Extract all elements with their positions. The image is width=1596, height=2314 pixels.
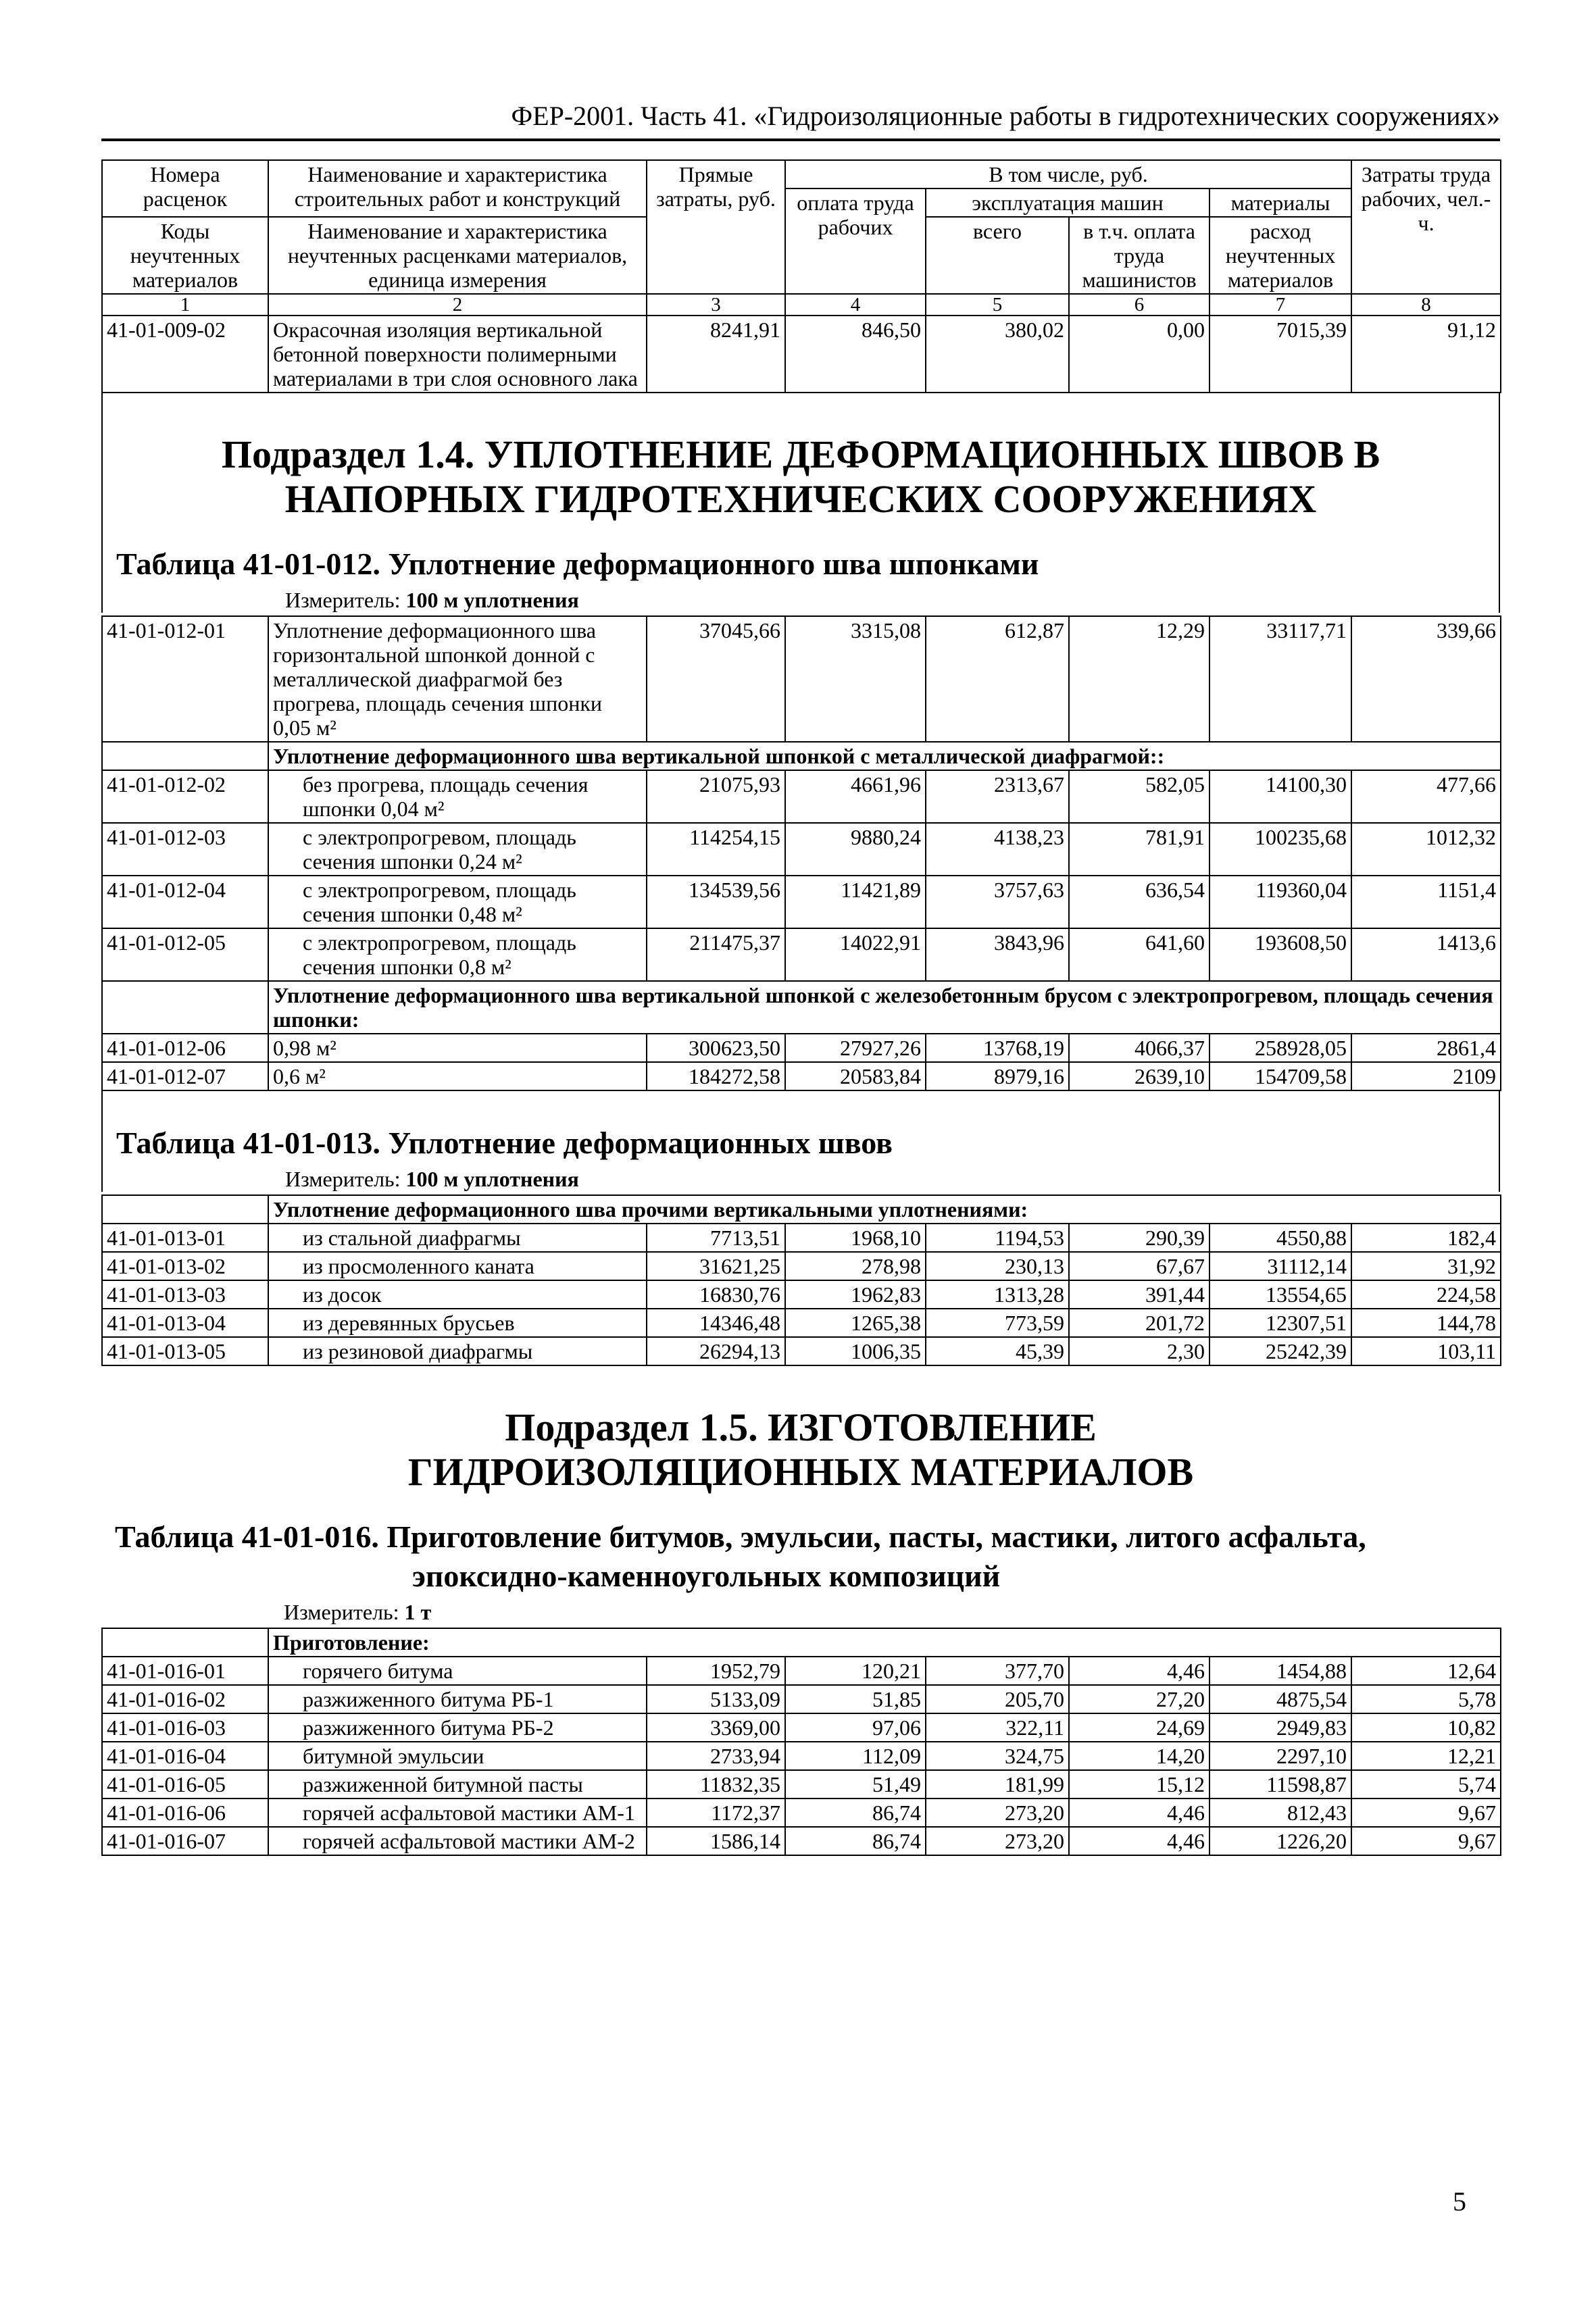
group-row [102,981,1501,1034]
operators-pay: 2,30 [1069,1337,1210,1365]
table-row [102,1252,1501,1280]
labor-hours: 2861,4 [1351,1034,1501,1062]
section-frame-3 [101,1405,1500,1625]
section-frame-1 [101,393,1500,613]
measure [285,1167,1499,1192]
rate-code: 41-01-012-06 [102,1034,268,1062]
header-direct-costs: Прямые затраты, руб. [647,160,785,294]
table-row [102,1309,1501,1337]
direct-costs: 300623,50 [647,1034,785,1062]
rate-code: 41-01-009-02 [102,316,268,393]
group-spacer [102,1628,268,1657]
materials: 154709,58 [1210,1062,1351,1090]
group-row [102,742,1501,770]
labor-hours: 477,66 [1351,770,1501,823]
direct-costs: 21075,93 [647,770,785,823]
materials: 12307,51 [1210,1309,1351,1337]
column-number: 4 [785,294,926,316]
direct-costs: 8241,91 [647,316,785,393]
direct-costs: 1172,37 [647,1799,785,1827]
table-row [102,1713,1501,1742]
operators-pay: 781,91 [1069,823,1210,876]
measure-value: 100 м уплотнения [405,588,579,612]
table-row [102,1799,1501,1827]
rate-code: 41-01-013-05 [102,1337,268,1365]
group-row [102,1195,1501,1224]
operators-pay: 201,72 [1069,1309,1210,1337]
operators-pay: 4,46 [1069,1799,1210,1827]
direct-costs: 5133,09 [647,1685,785,1713]
rate-code: 41-01-013-02 [102,1252,268,1280]
header-machines-total: всего [926,217,1069,294]
rate-name: из просмоленного каната [268,1252,647,1280]
machines-total: 1313,28 [926,1280,1069,1309]
rate-name: из резиновой диафрагмы [268,1337,647,1365]
column-number: 8 [1351,294,1501,316]
direct-costs: 14346,48 [647,1309,785,1337]
machines-total: 380,02 [926,316,1069,393]
labor-pay: 1962,83 [785,1280,926,1309]
header-material-names: Наименование и характеристика неучтенных расценками материалов, единица измерения [268,217,647,294]
operators-pay: 391,44 [1069,1280,1210,1309]
column-number: 5 [926,294,1069,316]
labor-pay: 11421,89 [785,876,926,928]
column-number: 2 [268,294,647,316]
operators-pay: 14,20 [1069,1742,1210,1770]
rate-name: 0,6 м² [268,1062,647,1090]
operators-pay: 0,00 [1069,316,1210,393]
group-spacer [102,1195,268,1224]
labor-pay: 1006,35 [785,1337,926,1365]
machines-total: 377,70 [926,1657,1069,1685]
labor-hours: 5,78 [1351,1685,1501,1713]
rate-name: горячего битума [268,1657,647,1685]
rate-name: Уплотнение деформационного шва горизонтальной шпонкой донной с металлической диафрагмой без прогрева, площадь сечения шпонки 0,05 м² [268,616,647,742]
table-row [102,876,1501,928]
operators-pay: 4,46 [1069,1827,1210,1855]
rate-code: 41-01-013-01 [102,1224,268,1252]
rate-code: 41-01-012-07 [102,1062,268,1090]
rate-code: 41-01-012-03 [102,823,268,876]
labor-pay: 97,06 [785,1713,926,1742]
labor-hours: 9,67 [1351,1827,1501,1855]
rate-code: 41-01-016-05 [102,1770,268,1799]
materials: 33117,71 [1210,616,1351,742]
operators-pay: 15,12 [1069,1770,1210,1799]
table-row [102,316,1501,393]
labor-pay: 112,09 [785,1742,926,1770]
machines-total: 273,20 [926,1827,1069,1855]
section-title: Подраздел 1.4. УПЛОТНЕНИЕ ДЕФОРМАЦИОННЫХ ШВОВ В НАПОРНЫХ ГИДРОТЕХНИЧЕСКИХ СООРУЖЕНИЯХ [221,432,1380,521]
header-work-name: Наименование и характеристика строительных работ и конструкций [268,160,647,217]
rate-name: горячей асфальтовой мастики АМ-2 [268,1827,647,1855]
machines-total: 273,20 [926,1799,1069,1827]
labor-hours: 9,67 [1351,1799,1501,1827]
materials: 193608,50 [1210,928,1351,981]
document-body [101,159,1500,1856]
section-frame-2 [101,1091,1500,1192]
header-labor-pay: оплата труда рабочих [785,188,926,294]
rate-code: 41-01-016-06 [102,1799,268,1827]
group-title: Уплотнение деформационного шва прочими вертикальными уплотнениями: [268,1195,1501,1224]
group-spacer [102,742,268,770]
labor-hours: 10,82 [1351,1713,1501,1742]
direct-costs: 31621,25 [647,1252,785,1280]
measure [284,1600,1500,1625]
table-row [102,1062,1501,1090]
labor-pay: 9880,24 [785,823,926,876]
table-row [102,1224,1501,1252]
machines-total: 2313,67 [926,770,1069,823]
materials: 812,43 [1210,1799,1351,1827]
labor-hours: 182,4 [1351,1224,1501,1252]
labor-pay: 120,21 [785,1657,926,1685]
labor-pay: 3315,08 [785,616,926,742]
rate-code: 41-01-016-04 [102,1742,268,1770]
labor-pay: 86,74 [785,1827,926,1855]
labor-hours: 12,21 [1351,1742,1501,1770]
table-row [102,1034,1501,1062]
direct-costs: 114254,15 [647,823,785,876]
group-title: Приготовление: [268,1628,1501,1657]
labor-hours: 1151,4 [1351,876,1501,928]
table-41-01-016 [101,1628,1501,1856]
header-labor-hours: Затраты труда рабочих, чел.-ч. [1351,160,1501,294]
labor-pay: 27927,26 [785,1034,926,1062]
header-including: В том числе, руб. [785,160,1351,188]
measure-value: 100 м уплотнения [405,1167,579,1191]
labor-hours: 144,78 [1351,1309,1501,1337]
machines-total: 324,75 [926,1742,1069,1770]
labor-hours: 339,66 [1351,616,1501,742]
labor-pay: 278,98 [785,1252,926,1280]
operators-pay: 4,46 [1069,1657,1210,1685]
rate-code: 41-01-013-03 [102,1280,268,1309]
header-machines: эксплуатация машин [926,188,1210,217]
machines-total: 230,13 [926,1252,1069,1280]
operators-pay: 2639,10 [1069,1062,1210,1090]
rate-code: 41-01-013-04 [102,1309,268,1337]
operators-pay: 636,54 [1069,876,1210,928]
machines-total: 205,70 [926,1685,1069,1713]
rate-code: 41-01-012-04 [102,876,268,928]
rate-code: 41-01-016-02 [102,1685,268,1713]
materials: 7015,39 [1210,316,1351,393]
measure-label: Измеритель: [284,1600,399,1624]
rate-code: 41-01-012-05 [102,928,268,981]
rate-name: Окрасочная изоляция вертикальной бетонной поверхности полимерными материалами в три слоя основного лака [268,316,647,393]
labor-hours: 91,12 [1351,316,1501,393]
direct-costs: 184272,58 [647,1062,785,1090]
direct-costs: 11832,35 [647,1770,785,1799]
group-title: Уплотнение деформационного шва вертикальной шпонкой с металлической диафрагмой:: [268,742,1501,770]
machines-total: 3843,96 [926,928,1069,981]
column-number: 6 [1069,294,1210,316]
measure-label: Измеритель: [285,1167,401,1191]
rate-name: из досок [268,1280,647,1309]
table-row [102,928,1501,981]
table-title: Таблица 41-01-012. Уплотнение деформационного шва шпонками [116,547,1039,581]
machines-total: 773,59 [926,1309,1069,1337]
direct-costs: 2733,94 [647,1742,785,1770]
operators-pay: 4066,37 [1069,1034,1210,1062]
table-row [102,1657,1501,1685]
table-row [102,1742,1501,1770]
rate-name: разжиженного битума РБ-1 [268,1685,647,1713]
rate-code: 41-01-016-01 [102,1657,268,1685]
rate-name: без прогрева, площадь сечения шпонки 0,04 м² [268,770,647,823]
labor-hours: 103,11 [1351,1337,1501,1365]
labor-pay: 4661,96 [785,770,926,823]
rate-code: 41-01-016-07 [102,1827,268,1855]
machines-total: 8979,16 [926,1062,1069,1090]
rate-name: горячей асфальтовой мастики АМ-1 [268,1799,647,1827]
table-row [102,770,1501,823]
operators-pay: 24,69 [1069,1713,1210,1742]
direct-costs: 7713,51 [647,1224,785,1252]
machines-total: 181,99 [926,1770,1069,1799]
table-title-line-2: эпоксидно-каменноугольных композиций [412,1559,1001,1593]
materials: 100235,68 [1210,823,1351,876]
table-title-line-1: Таблица 41-01-016. Приготовление битумов, эмульсии, пасты, мастики, литого асфальта, [115,1519,1366,1554]
group-title: Уплотнение деформационного шва вертикальной шпонкой с железобетонным брусом с электропрогревом, площадь сечения шпонки: [268,981,1501,1034]
header-operators-pay: в т.ч. оплата труда машинистов [1069,217,1210,294]
machines-total: 45,39 [926,1337,1069,1365]
direct-costs: 37045,66 [647,616,785,742]
rate-name: с электропрогревом, площадь сечения шпонки 0,48 м² [268,876,647,928]
labor-hours: 31,92 [1351,1252,1501,1280]
rate-name: из стальной диафрагмы [268,1224,647,1252]
labor-hours: 224,58 [1351,1280,1501,1309]
header-rate-numbers: Номера расценок [102,160,268,217]
materials: 258928,05 [1210,1034,1351,1062]
rate-name: с электропрогревом, площадь сечения шпонки 0,24 м² [268,823,647,876]
materials: 1226,20 [1210,1827,1351,1855]
page-number: 5 [1453,2186,1466,2217]
header-materials: материалы [1210,188,1351,217]
rate-name: разжиженной битумной пасты [268,1770,647,1799]
direct-costs: 16830,76 [647,1280,785,1309]
materials: 31112,14 [1210,1252,1351,1280]
direct-costs: 1586,14 [647,1827,785,1855]
measure [285,588,1499,613]
materials: 13554,65 [1210,1280,1351,1309]
rate-name: 0,98 м² [268,1034,647,1062]
labor-pay: 51,85 [785,1685,926,1713]
labor-pay: 86,74 [785,1799,926,1827]
group-spacer [102,981,268,1034]
machines-total: 13768,19 [926,1034,1069,1062]
operators-pay: 582,05 [1069,770,1210,823]
table-row [102,1770,1501,1799]
machines-total: 1194,53 [926,1224,1069,1252]
labor-pay: 846,50 [785,316,926,393]
materials: 2949,83 [1210,1713,1351,1742]
operators-pay: 641,60 [1069,928,1210,981]
machines-total: 3757,63 [926,876,1069,928]
header-material-codes: Коды неучтенных материалов [102,217,268,294]
table-row [102,616,1501,742]
materials: 14100,30 [1210,770,1351,823]
rate-code: 41-01-012-02 [102,770,268,823]
rate-code: 41-01-012-01 [102,616,268,742]
measure-value: 1 т [404,1600,432,1624]
rate-name: разжиженного битума РБ-2 [268,1713,647,1742]
operators-pay: 67,67 [1069,1252,1210,1280]
column-number: 3 [647,294,785,316]
machines-total: 4138,23 [926,823,1069,876]
labor-hours: 5,74 [1351,1770,1501,1799]
materials: 25242,39 [1210,1337,1351,1365]
materials: 2297,10 [1210,1742,1351,1770]
header-material-usage: расход неучтенных материалов [1210,217,1351,294]
table-41-01-012 [101,615,1501,1091]
group-row [102,1628,1501,1657]
column-number: 1 [102,294,268,316]
materials: 1454,88 [1210,1657,1351,1685]
direct-costs: 1952,79 [647,1657,785,1685]
labor-hours: 2109 [1351,1062,1501,1090]
materials: 4550,88 [1210,1224,1351,1252]
direct-costs: 3369,00 [647,1713,785,1742]
direct-costs: 134539,56 [647,876,785,928]
direct-costs: 211475,37 [647,928,785,981]
operators-pay: 27,20 [1069,1685,1210,1713]
measure-label: Измеритель: [285,588,401,612]
running-header: ФЕР-2001. Часть 41. «Гидроизоляционные работы в гидротехнических сооружениях» [101,100,1500,141]
labor-hours: 12,64 [1351,1657,1501,1685]
table-row [102,1337,1501,1365]
materials: 119360,04 [1210,876,1351,928]
labor-hours: 1413,6 [1351,928,1501,981]
rate-name: из деревянных брусьев [268,1309,647,1337]
labor-pay: 1968,10 [785,1224,926,1252]
table-row [102,1280,1501,1309]
rate-name: битумной эмульсии [268,1742,647,1770]
section-title: Подраздел 1.5. ИЗГОТОВЛЕНИЕ ГИДРОИЗОЛЯЦИОННЫХ МАТЕРИАЛОВ [407,1405,1194,1494]
direct-costs: 26294,13 [647,1337,785,1365]
table-row [102,1685,1501,1713]
rate-name: с электропрогревом, площадь сечения шпонки 0,8 м² [268,928,647,981]
column-number: 7 [1210,294,1351,316]
labor-pay: 1265,38 [785,1309,926,1337]
operators-pay: 290,39 [1069,1224,1210,1252]
table-row [102,823,1501,876]
machines-total: 612,87 [926,616,1069,742]
labor-hours: 1012,32 [1351,823,1501,876]
table-41-01-013 [101,1194,1501,1366]
table-title: Таблица 41-01-013. Уплотнение деформационных швов [116,1126,893,1160]
rate-code: 41-01-016-03 [102,1713,268,1742]
materials: 4875,54 [1210,1685,1351,1713]
top-rows [102,316,1501,393]
labor-pay: 14022,91 [785,928,926,981]
materials: 11598,87 [1210,1770,1351,1799]
machines-total: 322,11 [926,1713,1069,1742]
column-header-table [101,159,1501,393]
table-row [102,1827,1501,1855]
labor-pay: 51,49 [785,1770,926,1799]
operators-pay: 12,29 [1069,616,1210,742]
labor-pay: 20583,84 [785,1062,926,1090]
